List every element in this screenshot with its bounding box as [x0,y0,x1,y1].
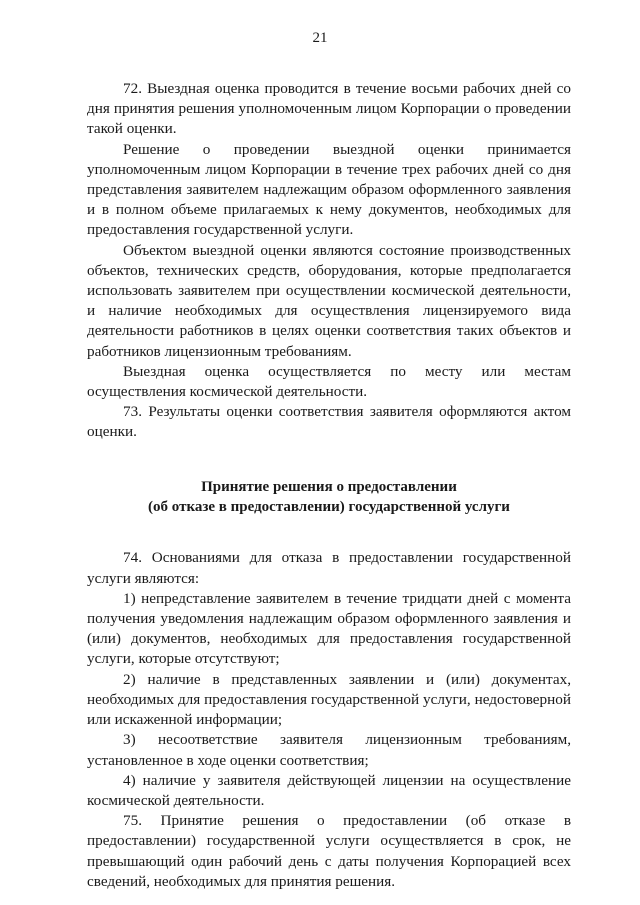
paragraph-74: 74. Основаниями для отказа в предоставлении государственной услуги являются: [87,549,571,587]
document-body [87,79,571,892]
paragraph-place: Выездная оценка осуществляется по месту или местам осуществления космической деятельности. [87,362,571,401]
page-number: 21 [312,30,328,46]
list-item-1: 1) непредставление заявителем в течение тридцати дней с момента получения уведомления надлежащим образом оформленного заявления и (или) документов, необходимых для предоставления государственной услуги, которые отсутствуют; [87,589,571,668]
paragraph-object: Объектом выездной оценки являются состояние производственных объектов, технических средств, оборудования, которые предполагается использовать заявителем при осуществлении космической деятельности, и наличие необходимых для осуществления лицензируемого вида деятельности работников в целях оценки соответствия таких объектов и работников лицензионным требованиям. [87,241,571,360]
paragraph-72: 72. Выездная оценка проводится в течение восьми рабочих дней со дня принятия решения уполномоченным лицом Корпорации о проведении такой оценки. [87,80,571,138]
section-heading-line-2: (об отказе в предоставлении) государственной услуги [148,499,510,516]
list-item-2: 2) наличие в представленных заявлении и (или) документах, необходимых для предоставления государственной услуги, недостоверной или искаженной информации; [87,670,571,729]
paragraph-decision: Решение о проведении выездной оценки принимается уполномоченным лицом Корпорации в течение трех рабочих дней со дня представления заявителем надлежащим образом оформленного заявления и в полном объеме прилагаемых к нему документов, необходимых для предоставления государственной услуги. [87,140,571,239]
list-item-3: 3) несоответствие заявителя лицензионным требованиям, установленное в ходе оценки соответствия; [87,731,571,769]
list-item-4: 4) наличие у заявителя действующей лицензии на осуществление космической деятельности. [87,771,571,809]
paragraph-73: 73. Результаты оценки соответствия заявителя оформляются актом оценки. [87,403,571,441]
paragraph-75: 75. Принятие решения о предоставлении (об отказе в предоставлении) государственной услуги осуществляется в срок, не превышающий один рабочий день с даты получения Корпорацией всех сведений, необходимых для принятия решения. [87,812,571,890]
section-heading-line-1: Принятие решения о предоставлении [201,478,457,495]
section-heading [87,477,571,518]
